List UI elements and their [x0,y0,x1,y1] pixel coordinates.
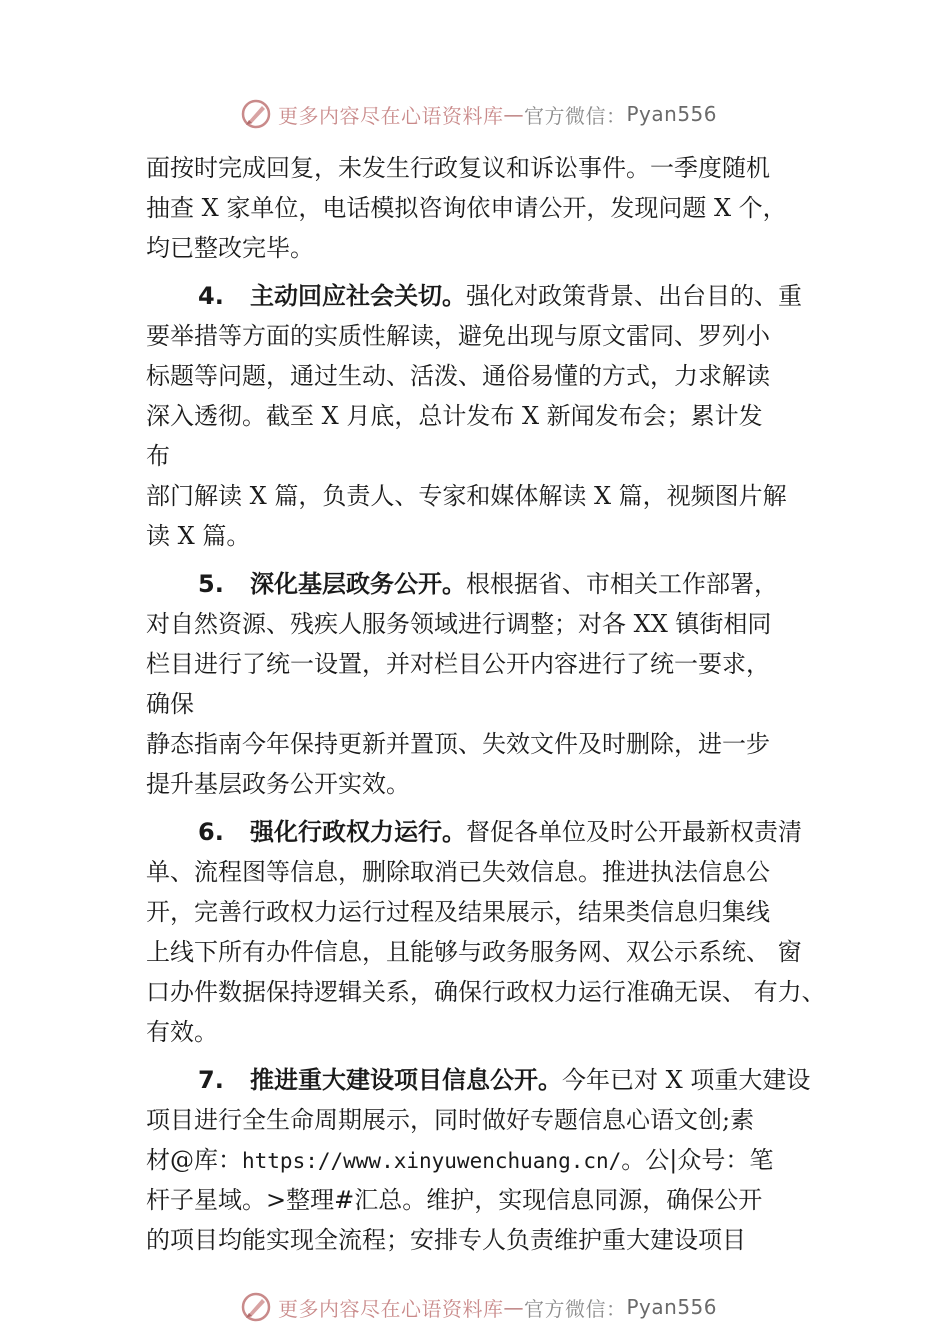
text-line: 读 X 篇。 [146,522,251,550]
text-line: 口办件数据保持逻辑关系，确保行政权力运行准确无误、 有力、 [146,978,826,1006]
text-line: 均已整改完毕。 [146,234,314,262]
text-line: 有效。 [146,1018,218,1046]
text-line: 项目进行全生命周期展示，同时做好专题信息心语文创;素 [146,1106,755,1134]
watermark-header [240,97,717,131]
text-fragment: 。公|众号：笔 [621,1146,774,1174]
section-number: 7. [198,1066,224,1094]
section-number: 4. [198,282,224,310]
text-line: 栏目进行了统一设置，并对栏目公开内容进行了统一要求， [146,650,770,678]
text-line: 标题等问题，通过生动、活泼、通俗易懂的方式，力求解读 [146,362,770,390]
text-line: 要举措等方面的实质性解读，避免出现与原文雷同、罗列小 [146,322,770,350]
text-line: 静态指南今年保持更新并置顶、失效文件及时删除，进一步 [146,730,770,758]
text-line-with-url [146,1140,846,1180]
watermark-text: 更多内容尽在心语资料库 [278,103,504,128]
text-line: 提升基层政务公开实效。 [146,770,410,798]
watermark-dash: — [503,102,524,126]
text-fragment: 材@库： [146,1146,242,1174]
text-line: 深入透彻。截至 X 月底，总计发布 X 新闻发布会；累计发 [146,402,763,430]
section-text: 根根据省、市相关工作部署， [466,570,778,598]
section-5-first-line [146,564,846,604]
section-heading: 推进重大建设项目信息公开。 [250,1066,562,1094]
text-line: 单、流程图等信息，删除取消已失效信息。推进执法信息公 [146,858,770,886]
watermark-footer [240,1290,717,1324]
section-7-first-line [146,1060,846,1100]
watermark-wechat-id: Pyan556 [626,102,718,126]
text-line: 开，完善行政权力运行过程及结果展示，结果类信息归集线 [146,898,770,926]
text-line: 杆子星域。>整理#汇总。维护，实现信息同源，确保公开 [146,1186,763,1214]
section-number: 5. [198,570,224,598]
text-line: 抽查 X 家单位，电话模拟咨询依申请公开，发现问题 X 个， [146,194,787,222]
section-text: 今年已对 X 项重大建设 [562,1066,811,1094]
section-number: 6. [198,818,224,846]
text-line: 面按时完成回复，未发生行政复议和诉讼事件。一季度随机 [146,154,770,182]
text-line: 的项目均能实现全流程；安排专人负责维护重大建设项目 [146,1226,746,1254]
section-heading: 主动回应社会关切。 [250,282,466,310]
watermark-wechat-label: 官方微信： [524,1296,627,1321]
pen-logo-icon [240,98,272,130]
section-heading: 强化行政权力运行。 [250,818,466,846]
text-line: 确保 [146,690,194,718]
section-text: 强化对政策背景、出台目的、重 [466,282,802,310]
text-line: 上线下所有办件信息，且能够与政务服务网、双公示系统、 窗 [146,938,802,966]
text-line: 部门解读 X 篇，负责人、专家和媒体解读 X 篇，视频图片解 [146,482,787,510]
pen-logo-icon [240,1291,272,1323]
watermark-wechat-label: 官方微信： [524,103,627,128]
text-line: 布 [146,442,170,470]
section-text: 督促各单位及时公开最新权责清 [466,818,802,846]
section-6-first-line [146,812,846,852]
url-text: https://www.xinyuwenchuang.cn/ [242,1149,622,1173]
document-body [146,148,846,1260]
section-4-first-line [146,276,846,316]
watermark-wechat-id: Pyan556 [626,1295,718,1319]
watermark-text: 更多内容尽在心语资料库 [278,1296,504,1321]
watermark-dash: — [503,1295,524,1319]
text-line: 对自然资源、残疾人服务领域进行调整；对各 XX 镇街相同 [146,610,772,638]
section-heading: 深化基层政务公开。 [250,570,466,598]
